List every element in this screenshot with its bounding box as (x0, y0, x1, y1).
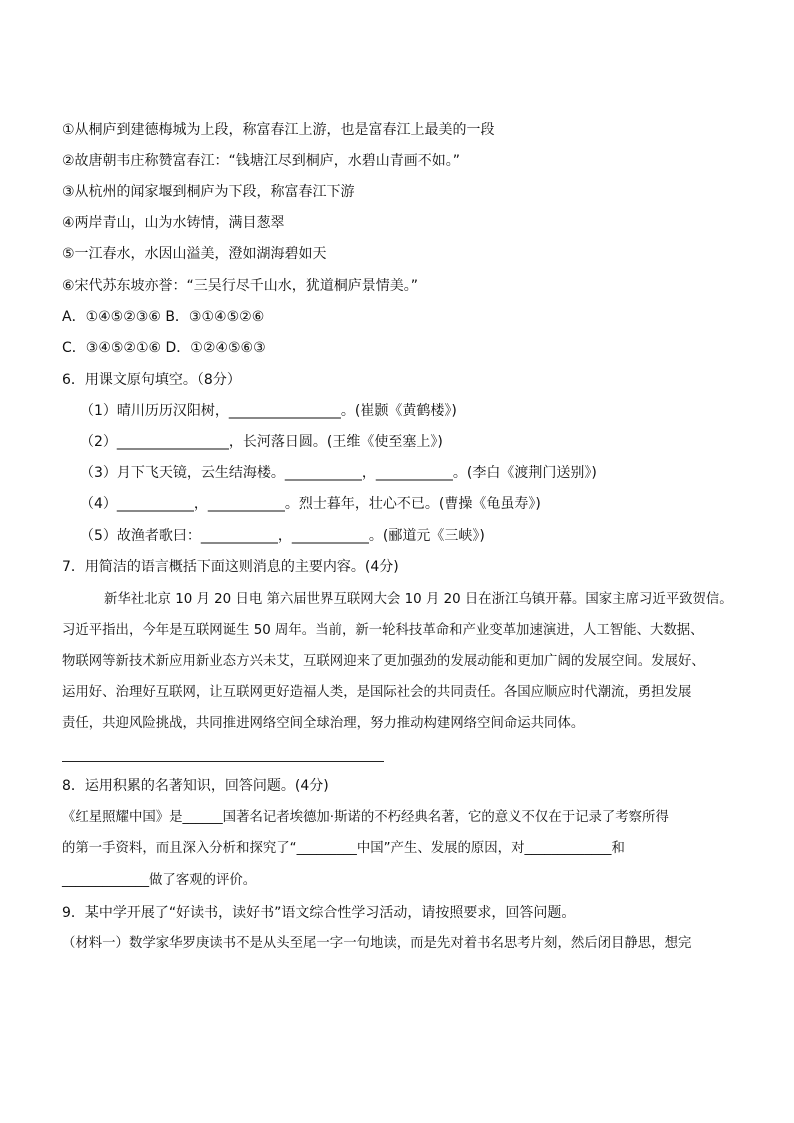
q5-option-1: ①从桐庐到建德梅城为上段，称富春江上游，也是富春江上最美的一段 (62, 122, 495, 138)
q8-line-2: 的第一手资料，而且深入分析和探究了“_________中国”产生、发展的原因，对_____________和 (62, 841, 625, 856)
q7-para-line-5: 责任，共迎风险挑战，共同推进网络空间全球治理，努力推动构建网络空间命运共同体。 (62, 716, 585, 731)
q9-material-1: （材料一）数学家华罗庚读书不是从头至尾一字一句地读，而是先对着书名思考片刻，然后闭目静思，想完 (62, 936, 692, 951)
q6-item-1: （1）晴川历历汉阳树，________________。(崔颢《黄鹤楼》) (80, 403, 457, 419)
q7-para-line-1: 新华社北京 10 月 20 日电 第六届世界互联网大会 10 月 20 日在浙江乌镇开幕。国家主席习近平致贺信。 (104, 592, 733, 607)
q6-item-3: （3）月下飞天镜，云生结海楼。___________，___________。(李白《渡荆门送别》) (80, 465, 597, 481)
q7-para-line-2: 习近平指出，今年是互联网诞生 50 周年。当前，新一轮科技革命和产业变革加速演进，人工智能、大数据、 (62, 623, 704, 638)
q7-para-line-4: 运用好、治理好互联网，让互联网更好造福人类，是国际社会的共同责任。各国应顺应时代潮流，勇担发展 (62, 685, 692, 700)
q8-title: 8．运用积累的名著知识，回答问题。(4分) (62, 778, 329, 794)
q5-option-3: ③从杭州的闻家堰到桐庐为下段，称富春江下游 (62, 184, 355, 200)
q5-option-4: ④两岸青山，山为水铸情，满目葱翠 (62, 215, 285, 231)
q8-line-3: _____________做了客观的评价。 (62, 873, 257, 888)
q7-answer-line (62, 761, 384, 762)
q6-item-2: （2）________________，长河落日圆。(王维《使至塞上》) (80, 434, 443, 450)
q6-item-4: （4）___________，___________。烈士暮年，壮心不已。(曹操《龟虽寿》) (80, 496, 541, 512)
q5-option-5: ⑤一江春水，水因山溢美，澄如湖海碧如天 (62, 246, 327, 262)
q9-title: 9．某中学开展了“好读书，读好书”语文综合性学习活动，请按照要求，回答问题。 (62, 905, 576, 921)
q5-choices-cd: C．③④⑤②①⑥ D．①②④⑤⑥③ (62, 340, 266, 356)
q8-line-1: 《红星照耀中国》是______国著名记者埃德加·斯诺的不朽经典名著，它的意义不仅在于记录了考察所得 (62, 810, 669, 825)
q5-choices-ab: A．①④⑤②③⑥ B．③①④⑤②⑥ (62, 309, 265, 325)
q7-title: 7．用简洁的语言概括下面这则消息的主要内容。(4分) (62, 559, 399, 575)
q6-item-5: （5）故渔者歌曰：___________，___________。(郦道元《三峡》) (80, 528, 485, 544)
q5-option-2: ②故唐朝韦庄称赞富春江：“钱塘江尽到桐庐，水碧山青画不如。” (62, 153, 461, 169)
q5-option-6: ⑥宋代苏东坡亦誉：“三吴行尽千山水，犹道桐庐景情美。” (62, 278, 419, 294)
q6-title: 6．用课文原句填空。（8分） (62, 372, 241, 388)
q7-para-line-3: 物联网等新技术新应用新业态方兴未艾，互联网迎来了更加强劲的发展动能和更加广阔的发展空间。发展好、 (62, 654, 705, 669)
